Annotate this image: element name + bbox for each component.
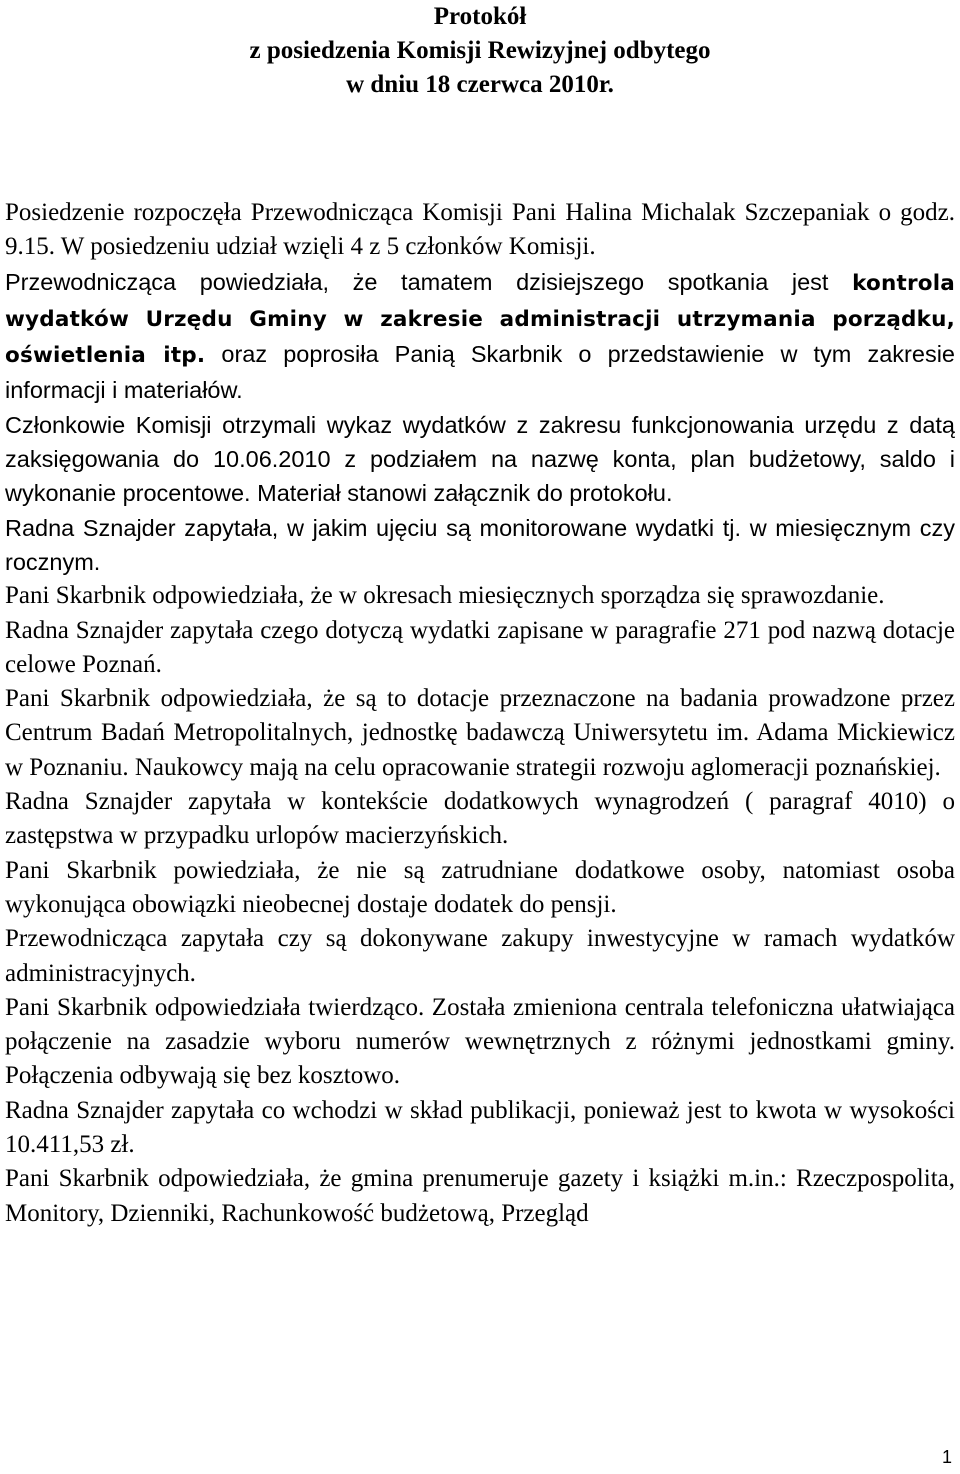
paragraph-answer-grants: Pani Skarbnik odpowiedziała, że są to dotacje przeznaczone na badania prowadzone przez Centrum Badań Metropolitalnych, jednostkę badawczą Uniwersytetu im. Adama Mickiewicz w Poznaniu. Naukowcy mają na celu opracowanie strategii rozwoju aglomeracji poznańskiej. [5, 685, 955, 781]
title-line-2: z posiedzenia Komisji Rewizyjnej odbytego [249, 37, 711, 64]
paragraph-question-4010: Radna Sznajder zapytała w kontekście dodatkowych wynagrodzeń ( paragraf 4010) o zastępstwa w przypadku urlopów macierzyńskich. [5, 788, 955, 850]
paragraph-question-271: Radna Sznajder zapytała czego dotyczą wydatki zapisane w paragrafie 271 pod nazwą dotacje celowe Poznań. [5, 616, 955, 678]
document-title [0, 0, 960, 102]
topic-bold: kontrola wydatków Urzędu Gminy w zakresie administracji utrzymania porządku, oświetlenia itp. [5, 270, 956, 369]
page-number: 1 [941, 1447, 952, 1467]
paragraph-opening: Posiedzenie rozpoczęła Przewodnicząca Komisji Pani Halina Michalak Szczepaniak o godz. 9.15. W posiedzeniu udział wzięli 4 z 5 członków Komisji. [5, 199, 955, 261]
topic-rest: oraz poprosiła Panią Skarbnik o przedstawienie w tym zakresie informacji i materiałów. [5, 341, 955, 404]
paragraph-question-publications: Radna Sznajder zapytała co wchodzi w skład publikacji, ponieważ jest to kwota w wysokości 10.411,53 zł. [5, 1096, 955, 1159]
paragraph-topic [5, 265, 955, 408]
paragraph-members: Członkowie Komisji otrzymali wykaz wydatków z zakresu funkcjonowania urzędu z datą zaksięgowania do 10.06.2010 z podziałem na nazwę konta, plan budżetowy, saldo i wykonanie procentowe. Materiał stanowi załącznik do protokołu. [5, 411, 955, 507]
paragraph-answer-monthly: Pani Skarbnik odpowiedziała, że w okresach miesięcznych sporządza się sprawozdanie. [5, 582, 885, 610]
paragraph-answer-switchboard: Pani Skarbnik odpowiedziała twierdząco. Została zmieniona centrala telefoniczna ułatwiająca połączenie na zasadzie wyboru numerów wewnętrznych z różnymi jednostkami gminy. Połączenia odbywają się bez kosztowo. [5, 993, 955, 1090]
paragraph-question-monitoring: Radna Sznajder zapytała, w jakim ujęciu są monitorowane wydatki tj. w miesięcznym czy rocznym. [5, 514, 955, 575]
topic-intro: Przewodnicząca powiedziała, że tamatem dzisiejszego spotkania jest [5, 268, 829, 295]
paragraph-answer-allowance: Pani Skarbnik powiedziała, że nie są zatrudniane dodatkowe osoby, natomiast osoba wykonująca obowiązki nieobecnej dostaje dodatek do pensji. [5, 856, 955, 918]
title-line-1: Protokół [433, 3, 527, 30]
paragraph-answer-subscriptions: Pani Skarbnik odpowiedziała, że gmina prenumeruje gazety i książki m.in.: Rzeczpospolita, Monitory, Dzienniki, Rachunkowość budżetową, Przegląd [5, 1165, 955, 1227]
document-body [5, 196, 955, 1231]
paragraph-question-investments: Przewodnicząca zapytała czy są dokonywane zakupy inwestycyjne w ramach wydatków administracyjnych. [5, 925, 955, 987]
title-line-3: w dniu 18 czerwca 2010r. [346, 71, 614, 98]
